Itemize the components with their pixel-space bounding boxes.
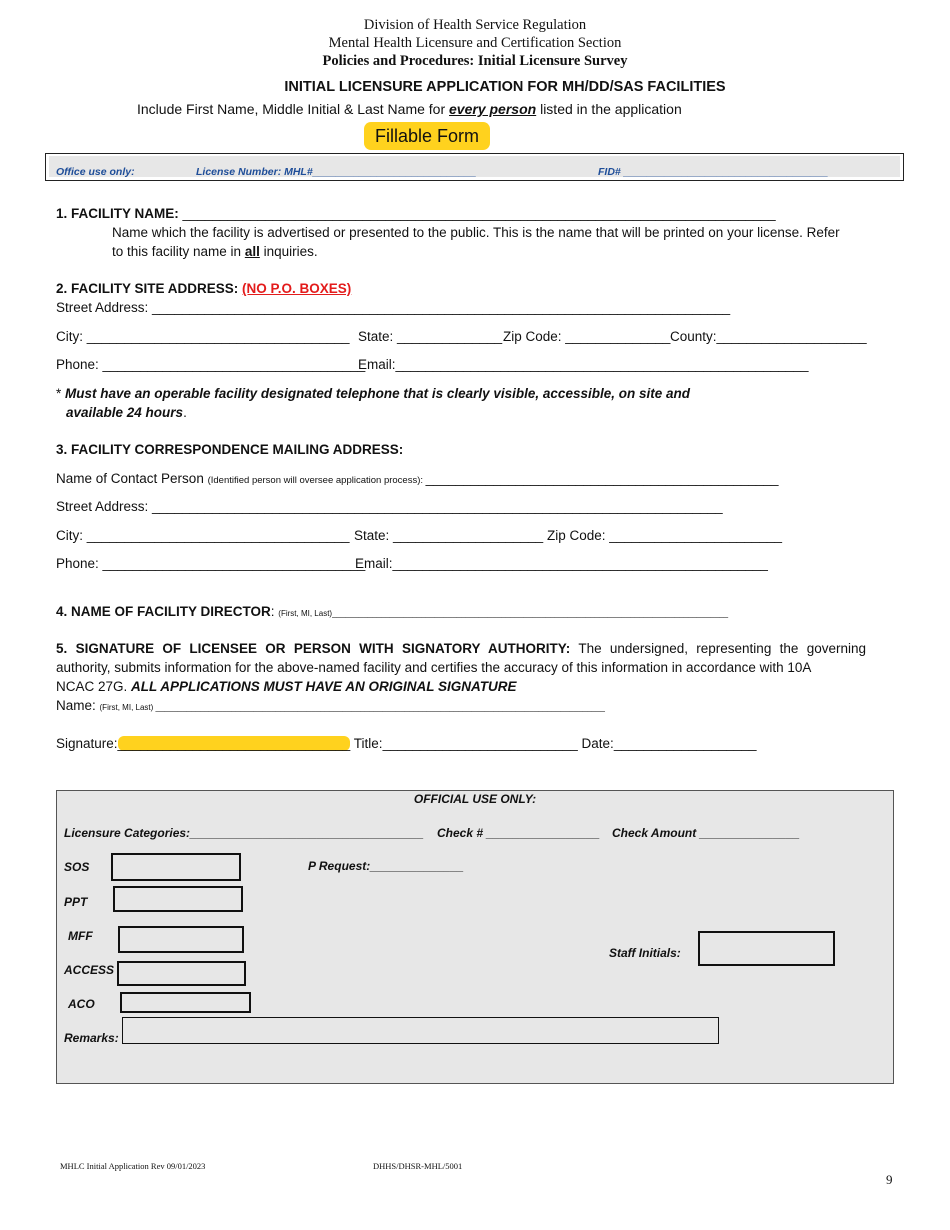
form-title: INITIAL LICENSURE APPLICATION FOR MH/DD/SAS FACILITIES bbox=[284, 79, 726, 95]
mail-email-field[interactable]: Email:__________________________________________________ bbox=[355, 556, 768, 571]
facility-name-desc-1: Name which the facility is advertised or presented to the public. This is the name that will be printed on your license. Refer bbox=[112, 225, 840, 240]
staff-initials-input[interactable] bbox=[698, 931, 835, 966]
signature-statement-1: 5. SIGNATURE OF LICENSEE OR PERSON WITH SIGNATORY AUTHORITY: The undersigned, representing the governing bbox=[56, 641, 867, 656]
director-row: 4. NAME OF FACILITY DIRECTOR: (First, MI, Last)_________________________________________________________________________________________ bbox=[56, 604, 729, 619]
site-email-field[interactable]: Email:_______________________________________________________ bbox=[358, 357, 809, 372]
site-phone-field[interactable]: Phone: ___________________________________ bbox=[56, 357, 366, 372]
facility-name-row: 1. FACILITY NAME: _______________________________________________________________________________ bbox=[56, 206, 776, 221]
header-section: Mental Health Licensure and Certification Section bbox=[328, 35, 622, 51]
phone-warning-2: available 24 hours. bbox=[66, 405, 187, 420]
site-address-heading: 2. FACILITY SITE ADDRESS: (NO P.O. BOXES) bbox=[56, 281, 352, 296]
mailing-address-heading: 3. FACILITY CORRESPONDENCE MAILING ADDRESS: bbox=[56, 442, 404, 457]
signature-statement-2: authority, submits information for the above-named facility and certifies the accuracy of this information in accordance with 10A bbox=[56, 660, 812, 675]
signature-input[interactable]: _______________________________ bbox=[117, 736, 351, 751]
check-number-field[interactable]: Check # _________________ bbox=[437, 826, 600, 840]
phone-warning-1: * Must have an operable facility designated telephone that is clearly visible, accessible, on site and bbox=[56, 386, 690, 401]
licensure-categories-field[interactable]: Licensure Categories:___________________________________ bbox=[64, 826, 424, 840]
footer-form-code: DHHS/DHSR-MHL/5001 bbox=[373, 1161, 463, 1171]
mail-zip-field[interactable]: Zip Code: _______________________ bbox=[547, 528, 782, 543]
title-input[interactable]: __________________________ bbox=[382, 736, 578, 751]
contact-person-input[interactable]: _______________________________________________ bbox=[425, 471, 779, 486]
access-label: ACCESS bbox=[64, 963, 115, 977]
aco-label: ACO bbox=[68, 997, 95, 1011]
footer-revision: MHLC Initial Application Rev 09/01/2023 bbox=[60, 1161, 206, 1171]
fillable-form-badge: Fillable Form bbox=[364, 122, 490, 150]
sos-label: SOS bbox=[64, 860, 90, 874]
ppt-label: PPT bbox=[64, 895, 88, 909]
page-number: 9 bbox=[886, 1172, 893, 1187]
access-input[interactable] bbox=[117, 961, 246, 986]
mail-city-field[interactable]: City: ___________________________________ bbox=[56, 528, 350, 543]
official-use-heading: OFFICIAL USE ONLY: bbox=[413, 792, 537, 806]
signature-statement-3: NCAC 27G. ALL APPLICATIONS MUST HAVE AN ORIGINAL SIGNATURE bbox=[56, 679, 517, 694]
ppt-input[interactable] bbox=[113, 886, 243, 912]
license-number-field[interactable]: License Number: MHL#____________________________ bbox=[196, 166, 477, 178]
contact-person-row: Name of Contact Person (Identified person will oversee application process): _______________________________________________ bbox=[56, 471, 779, 486]
site-city-field[interactable]: City: ___________________________________ bbox=[56, 329, 350, 344]
mail-phone-field[interactable]: Phone: ___________________________________ bbox=[56, 556, 366, 571]
mail-state-field[interactable]: State: ____________________ bbox=[354, 528, 544, 543]
licensee-name-input[interactable]: _____________________________________________________________________________________________________ bbox=[153, 703, 605, 712]
header-division: Division of Health Service Regulation bbox=[363, 17, 587, 33]
check-amount-field[interactable]: Check Amount _______________ bbox=[612, 826, 800, 840]
p-request-field[interactable]: P Request:______________ bbox=[308, 859, 464, 873]
signature-row: Signature:_______________________________ Title:__________________________ Date:___________________ bbox=[56, 736, 757, 751]
sos-input[interactable] bbox=[111, 853, 241, 881]
date-input[interactable]: ___________________ bbox=[613, 736, 757, 751]
licensee-name-row: Name: (First, MI, Last) _____________________________________________________________________________________________________ bbox=[56, 698, 605, 713]
mff-label: MFF bbox=[68, 929, 93, 943]
instruction-text: Include First Name, Middle Initial & Last Name for every person listed in the application bbox=[137, 101, 682, 117]
remarks-label: Remarks: bbox=[64, 1031, 119, 1045]
remarks-input[interactable] bbox=[122, 1017, 719, 1044]
fid-field[interactable]: FID# ___________________________________ bbox=[598, 166, 829, 178]
mail-street-field[interactable]: Street Address: ____________________________________________________________________________ bbox=[56, 499, 723, 514]
aco-input[interactable] bbox=[120, 992, 251, 1013]
site-street-field[interactable]: Street Address: _____________________________________________________________________________ bbox=[56, 300, 731, 315]
office-use-label: Office use only: bbox=[56, 166, 135, 178]
staff-initials-label: Staff Initials: bbox=[609, 946, 681, 960]
header-policies: Policies and Procedures: Initial Licensure Survey bbox=[322, 53, 628, 69]
site-state-field[interactable]: State: ______________ bbox=[358, 329, 503, 344]
site-zip-field[interactable]: Zip Code: ______________ bbox=[503, 329, 671, 344]
site-county-field[interactable]: County:____________________ bbox=[670, 329, 867, 344]
mff-input[interactable] bbox=[118, 926, 244, 953]
director-input[interactable]: _________________________________________________________________________________________ bbox=[332, 609, 729, 618]
facility-name-desc-2: to this facility name in all inquiries. bbox=[112, 244, 318, 259]
facility-name-input[interactable]: _______________________________________________________________________________ bbox=[182, 206, 776, 221]
